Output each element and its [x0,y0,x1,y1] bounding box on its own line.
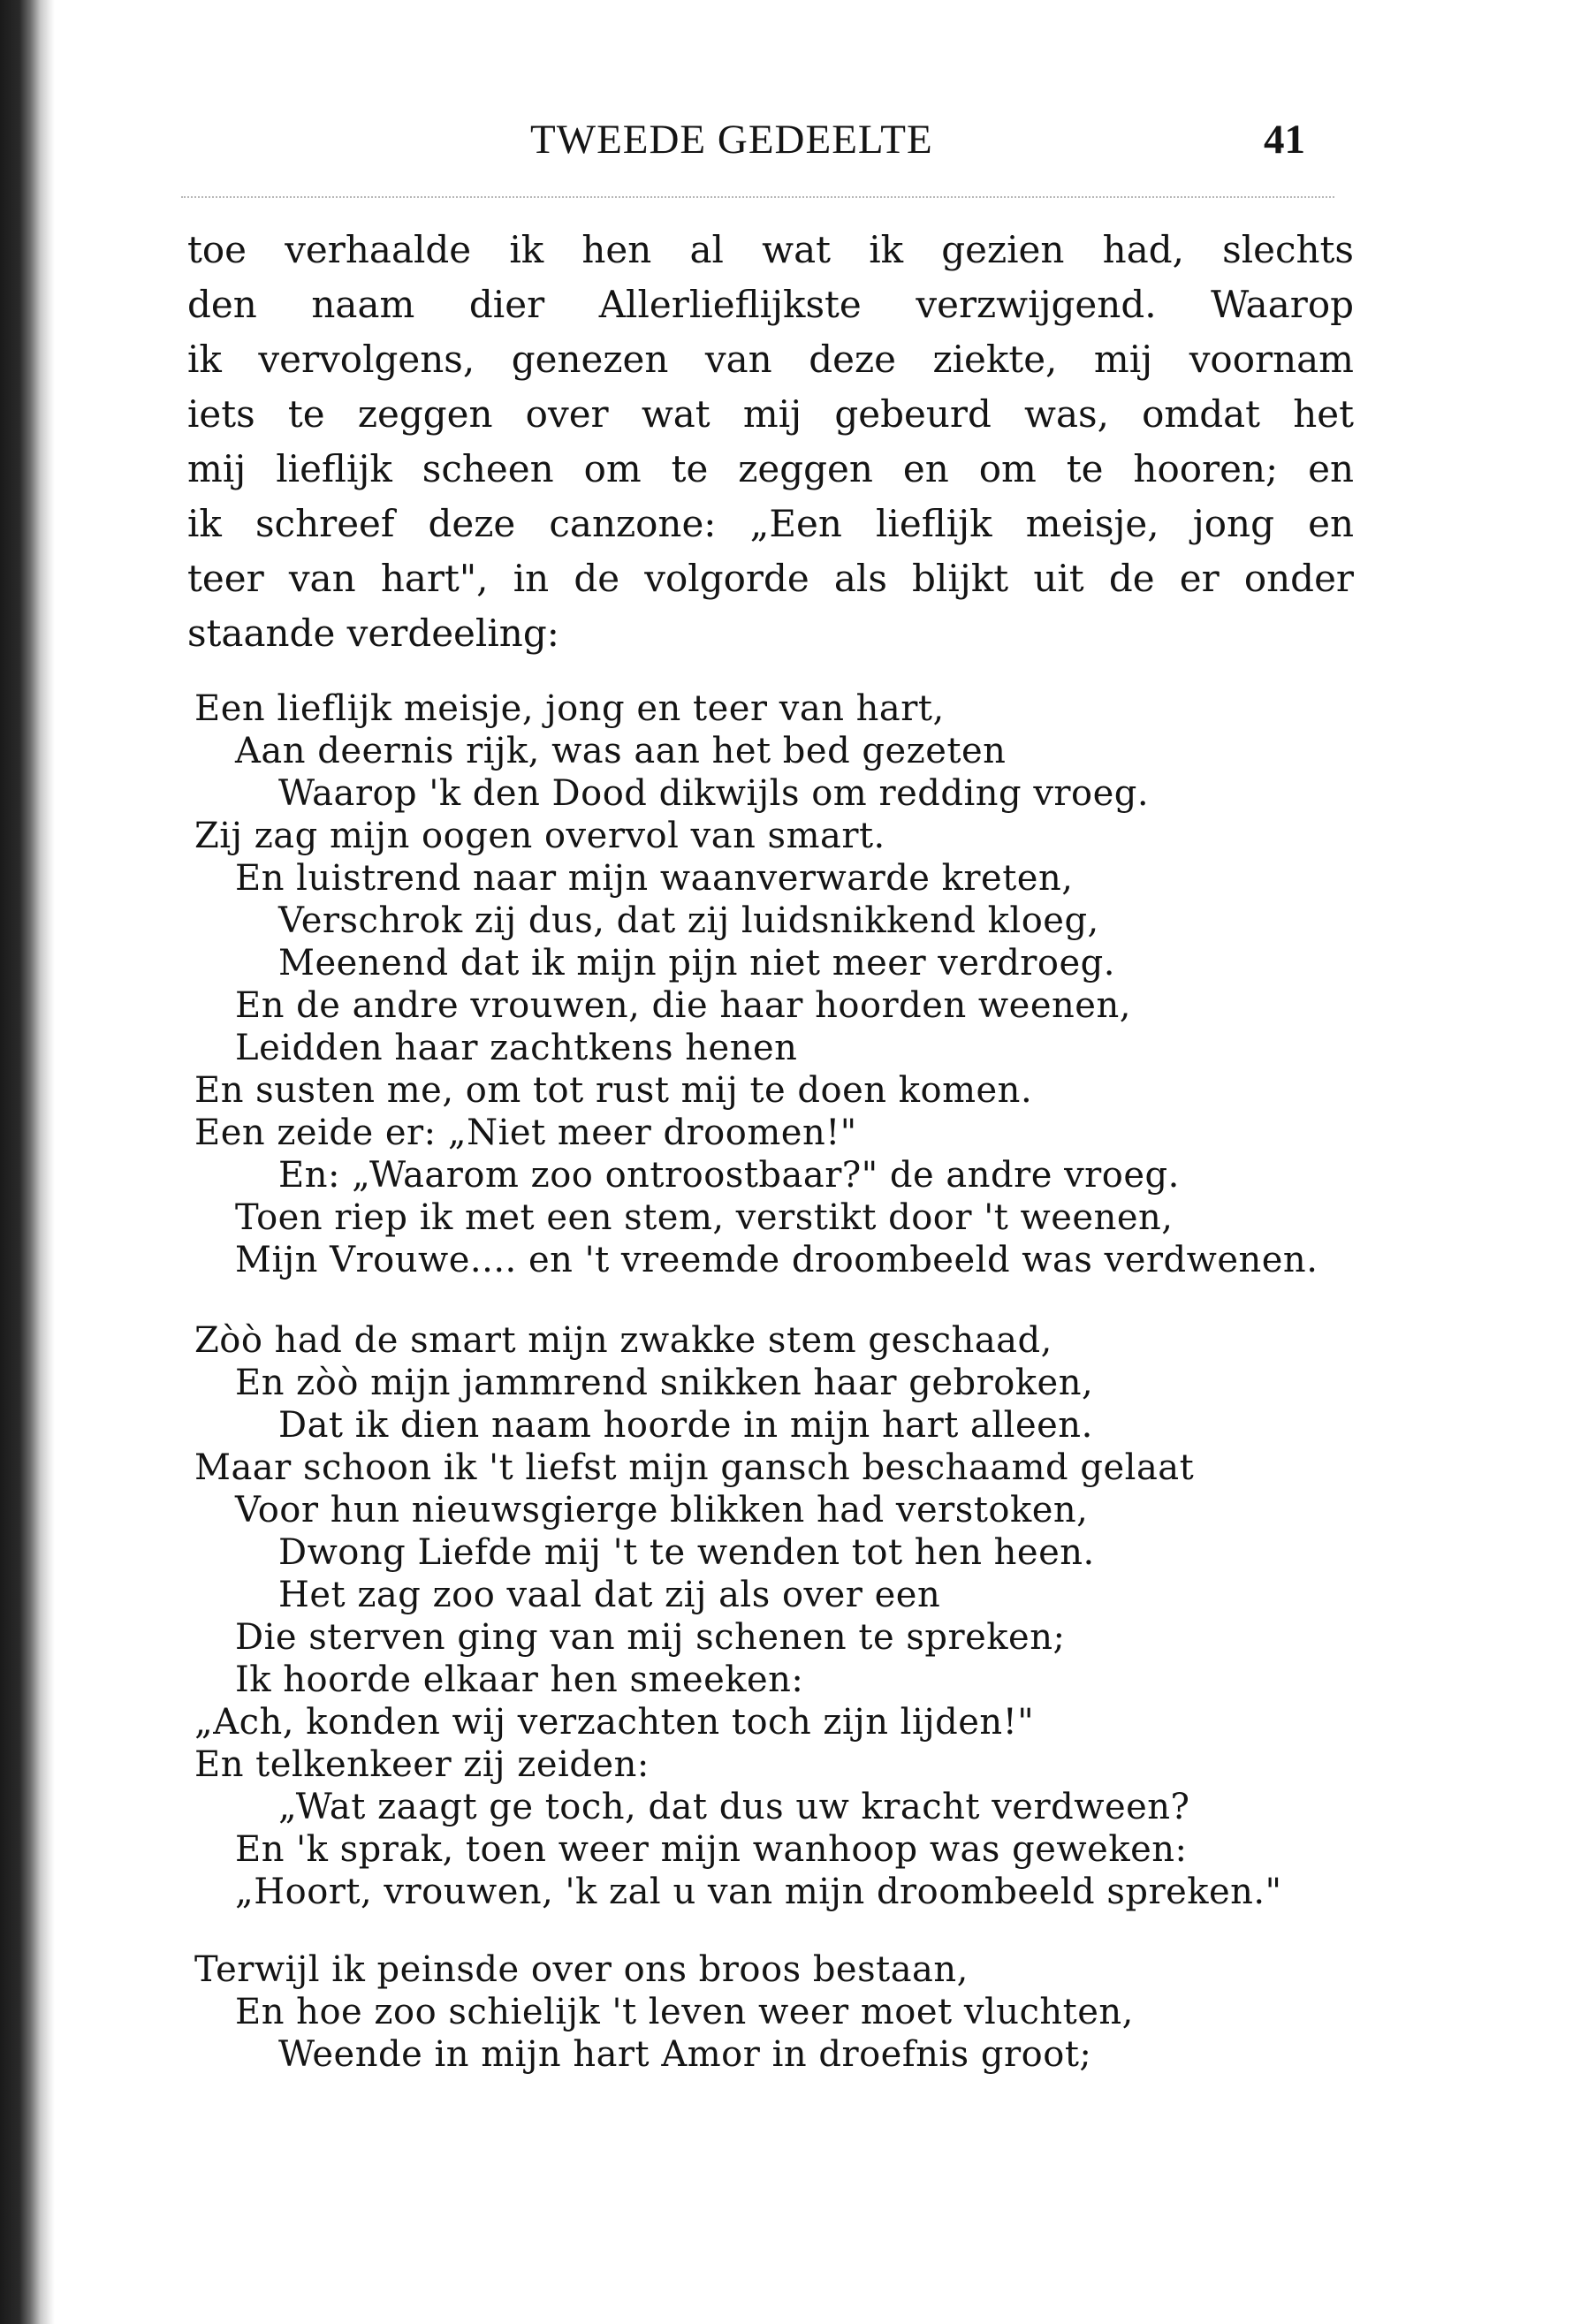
prose-line: staande verdeeling: [187,611,559,655]
verse-line: Meenend dat ik mijn pijn niet meer verdroeg. [278,943,1115,984]
verse-line: Een zeide er: „Niet meer droomen!" [194,1113,857,1153]
verse-line: Waarop 'k den Dood dikwijls om redding vroeg. [278,773,1150,814]
poem-stanza-2 [194,1319,1361,1913]
prose-line: teer van hart", in de volgorde als blijkt uit de er onder [187,557,1354,600]
verse-line: „Hoort, vrouwen, 'k zal u van mijn droombeeld spreken." [235,1872,1282,1912]
verse-line: En telkenkeer zij zeiden: [194,1744,650,1785]
running-head-title: TWEEDE GEDEELTE [530,117,933,163]
verse-line: Weende in mijn hart Amor in droefnis groot; [278,2034,1092,2075]
verse-line: En susten me, om tot rust mij te doen komen. [194,1070,1033,1111]
prose-paragraph [187,223,1354,661]
poem-stanza-3 [194,1948,1361,2076]
prose-line: iets te zeggen over wat mij gebeurd was, omdat het [187,392,1354,436]
verse-line: En hoe zoo schielijk 't leven weer moet vluchten, [235,1992,1134,2032]
verse-line: Terwijl ik peinsde over ons broos bestaan, [194,1949,969,1990]
verse-line: Het zag zoo vaal dat zij als over een [278,1575,941,1615]
verse-line: „Wat zaagt ge toch, dat dus uw kracht verdween? [278,1787,1190,1827]
verse-line: Dwong Liefde mij 't te wenden tot hen heen. [278,1532,1095,1573]
verse-line: Verschrok zij dus, dat zij luidsnikkend kloeg, [278,900,1099,941]
poem-stanza-1 [194,687,1361,1281]
verse-line: Die sterven ging van mij schenen te spreken; [235,1617,1066,1658]
page-number: 41 [1264,117,1305,163]
prose-line: ik schreef deze canzone: „Een lieflijk meisje, jong en [187,502,1354,545]
verse-line: En 'k sprak, toen weer mijn wanhoop was geweken: [235,1829,1188,1870]
verse-line: Aan deernis rijk, was aan het bed gezeten [235,731,1007,771]
prose-line: toe verhaalde ik hen al wat ik gezien had, slechts [187,228,1354,271]
verse-line: Leidden haar zachtkens henen [235,1028,798,1068]
verse-line: Toen riep ik met een stem, verstikt door 't weenen, [235,1197,1174,1238]
prose-line: ik vervolgens, genezen van deze ziekte, mij voornam [187,338,1354,381]
verse-line: „Ach, konden wij verzachten toch zijn lijden!" [194,1702,1035,1743]
verse-line: Maar schoon ik 't liefst mijn gansch beschaamd gelaat [194,1447,1195,1488]
prose-line: den naam dier Allerlieflijkste verzwijgend. Waarop [187,283,1354,326]
verse-line: Een lieflijk meisje, jong en teer van hart, [194,688,945,729]
verse-line: Voor hun nieuwsgierge blikken had verstoken, [235,1490,1089,1530]
prose-line: mij lieflijk scheen om te zeggen en om te hooren; en [187,447,1354,490]
verse-line: Mijn Vrouwe.... en 't vreemde droombeeld was verdwenen. [235,1240,1318,1280]
verse-line: Zij zag mijn oogen overvol van smart. [194,816,885,856]
verse-line: Zòò had de smart mijn zwakke stem geschaad, [194,1320,1052,1361]
verse-line: En de andre vrouwen, die haar hoorden weenen, [235,985,1131,1026]
header-rule [181,196,1334,198]
verse-line: En: „Waarom zoo ontroostbaar?" de andre vroeg. [278,1155,1180,1196]
verse-line: En luistrend naar mijn waanverwarde kreten, [235,858,1074,899]
verse-line: Dat ik dien naam hoorde in mijn hart alleen. [278,1405,1093,1446]
verse-line: En zòò mijn jammrend snikken haar gebroken, [235,1363,1094,1403]
verse-line: Ik hoorde elkaar hen smeeken: [235,1659,804,1700]
